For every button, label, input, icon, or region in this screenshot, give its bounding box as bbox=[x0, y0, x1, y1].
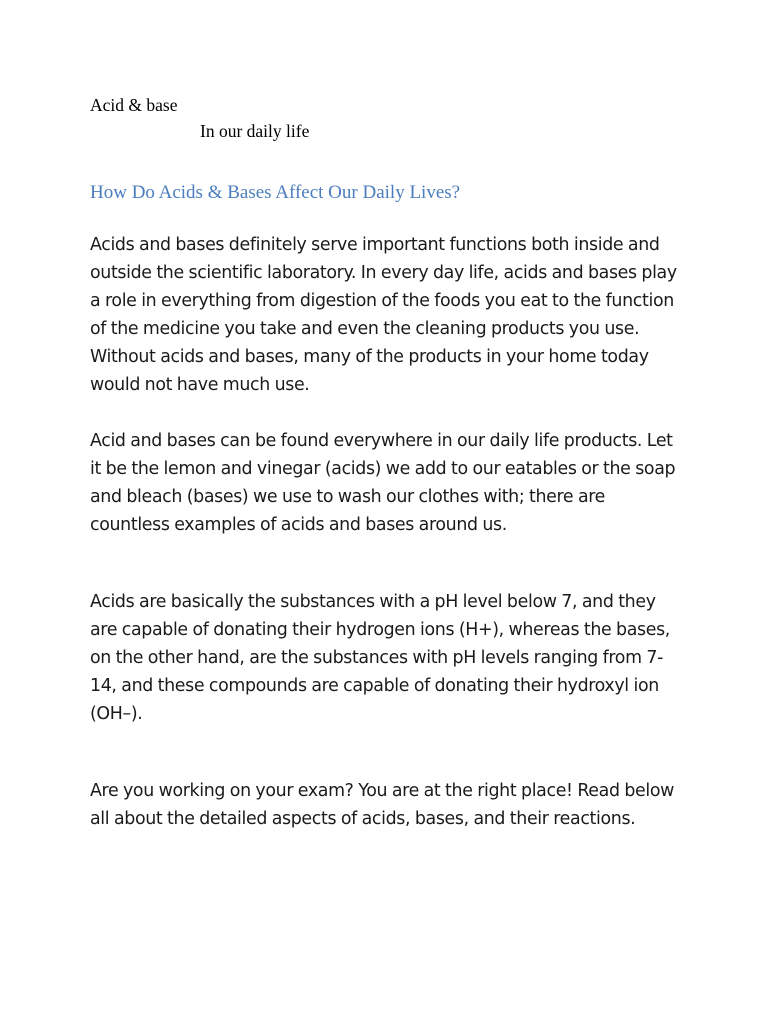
document-title: Acid & base bbox=[90, 95, 178, 115]
paragraph-line: are capable of donating their hydrogen ions (H+), whereas the bases, bbox=[90, 620, 670, 640]
paragraph-line: Without acids and bases, many of the products in your home today bbox=[90, 347, 649, 367]
paragraph-line: Acid and bases can be found everywhere in our daily life products. Let bbox=[90, 431, 673, 451]
paragraph-line: Are you working on your exam? You are at the right place! Read below bbox=[90, 781, 675, 801]
paragraph-examples bbox=[90, 427, 690, 539]
paragraph-intro bbox=[90, 231, 690, 399]
paragraph-line: all about the detailed aspects of acids, bases, and their reactions. bbox=[90, 809, 636, 829]
paragraph-line: countless examples of acids and bases around us. bbox=[90, 515, 507, 535]
section-heading: How Do Acids & Bases Affect Our Daily Lives? bbox=[90, 182, 461, 203]
paragraph-line: it be the lemon and vinegar (acids) we add to our eatables or the soap bbox=[90, 459, 676, 479]
paragraph-definition bbox=[90, 588, 690, 728]
paragraph-line: outside the scientific laboratory. In every day life, acids and bases play bbox=[90, 263, 677, 283]
paragraph-line: Acids and bases definitely serve important functions both inside and bbox=[90, 235, 660, 255]
paragraph-line: on the other hand, are the substances with pH levels ranging from 7- bbox=[90, 648, 663, 668]
paragraph-line: and bleach (bases) we use to wash our clothes with; there are bbox=[90, 487, 606, 507]
paragraph-line: 14, and these compounds are capable of donating their hydroxyl ion bbox=[90, 676, 659, 696]
document-subtitle: In our daily life bbox=[200, 121, 310, 141]
paragraph-line: (OH–). bbox=[90, 704, 143, 724]
paragraph-exam bbox=[90, 777, 690, 833]
paragraph-line: Acids are basically the substances with a pH level below 7, and they bbox=[90, 592, 656, 612]
paragraph-line: would not have much use. bbox=[90, 375, 310, 395]
paragraph-line: a role in everything from digestion of the foods you eat to the function bbox=[90, 291, 674, 311]
paragraph-line: of the medicine you take and even the cleaning products you use. bbox=[90, 319, 640, 339]
